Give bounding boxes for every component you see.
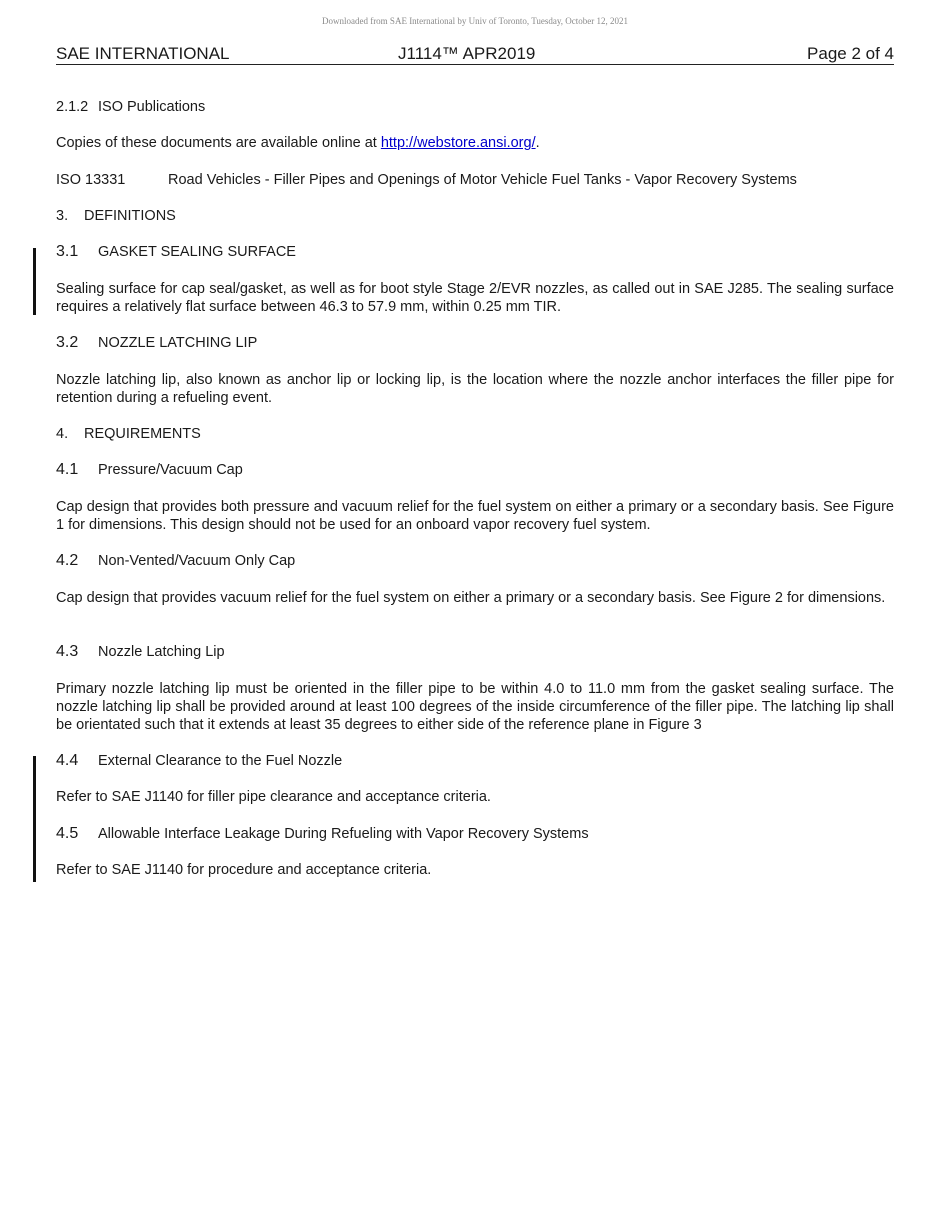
section-number: 4.3 xyxy=(56,643,79,660)
section-number: 3. xyxy=(56,208,69,224)
section-4-heading xyxy=(56,425,894,443)
section-3-heading xyxy=(56,207,894,225)
revision-change-bar xyxy=(33,756,36,882)
section-number: 2.1.2 xyxy=(56,99,89,115)
section-title: Allowable Interface Leakage During Refueling with Vapor Recovery Systems xyxy=(98,826,589,842)
section-4-1-heading xyxy=(56,461,894,479)
section-title: GASKET SEALING SURFACE xyxy=(98,244,296,260)
section-title: REQUIREMENTS xyxy=(84,426,201,442)
section-title: Nozzle Latching Lip xyxy=(98,644,225,660)
download-watermark: Downloaded from SAE International by Univ of Toronto, Tuesday, October 12, 2021 xyxy=(321,16,629,26)
section-title: External Clearance to the Fuel Nozzle xyxy=(98,753,343,769)
section-number: 4.2 xyxy=(56,552,79,569)
section-title: Pressure/Vacuum Cap xyxy=(98,462,243,478)
section-4-5-heading xyxy=(56,825,894,843)
section-4-2-body: Cap design that provides vacuum relief for the fuel system on either a primary or a secondary basis. See Figure 2 for dimensions. xyxy=(56,590,886,606)
section-3-1-heading xyxy=(56,243,894,261)
iso-title: Road Vehicles - Filler Pipes and Openings of Motor Vehicle Fuel Tanks - Vapor Recovery Systems xyxy=(168,172,797,188)
section-4-5-body: Refer to SAE J1140 for procedure and acceptance criteria. xyxy=(56,862,432,878)
section-title: ISO Publications xyxy=(98,99,206,115)
section-3-2-heading xyxy=(56,334,894,352)
page-header xyxy=(56,44,894,65)
copies-prefix: Copies of these documents are available online at xyxy=(56,135,381,151)
section-title: Non-Vented/Vacuum Only Cap xyxy=(98,553,296,569)
section-number: 4. xyxy=(56,426,69,442)
iso-code: ISO 13331 xyxy=(56,172,126,188)
section-2-1-2-heading xyxy=(56,98,894,116)
section-4-3-heading xyxy=(56,643,894,661)
section-number: 4.1 xyxy=(56,461,79,478)
header-page-number: Page 2 of 4 xyxy=(807,44,894,63)
iso-reference xyxy=(56,171,894,189)
section-4-3-body: Primary nozzle latching lip must be oriented in the filler pipe to be within 4.0 to 11.0 mm from the gasket sealing surface. The nozzle latching lip shall be provided around at least 100 degrees of the inside circumference of the filler pipe. The latching lip shall be orientated such that it extends at least 35 degrees to either side of the reference plane in Figure 3 xyxy=(56,681,894,733)
section-number: 4.4 xyxy=(56,752,79,769)
section-title: NOZZLE LATCHING LIP xyxy=(98,335,258,351)
copies-suffix: . xyxy=(535,135,540,151)
section-4-1-body: Cap design that provides both pressure and vacuum relief for the fuel system on either a primary or a secondary basis. See Figure 1 for dimensions. This design should not be used for an onboard vapor recovery fuel system. xyxy=(56,499,894,533)
section-4-2-heading xyxy=(56,552,894,570)
section-3-1-body: Sealing surface for cap seal/gasket, as well as for boot style Stage 2/EVR nozzles, as called out in SAE J285. The sealing surface requires a relatively flat surface between 46.3 to 57.9 mm, within 0.25 mm TIR. xyxy=(56,281,894,315)
revision-change-bar xyxy=(33,248,36,315)
ansi-webstore-link[interactable]: http://webstore.ansi.org/ xyxy=(380,135,536,151)
section-number: 3.1 xyxy=(56,243,79,260)
section-4-4-body: Refer to SAE J1140 for filler pipe clearance and acceptance criteria. xyxy=(56,789,491,805)
copies-availability-text xyxy=(56,134,894,152)
header-org: SAE INTERNATIONAL xyxy=(56,44,230,63)
section-4-4-heading xyxy=(56,752,894,770)
section-number: 3.2 xyxy=(56,334,79,351)
section-number: 4.5 xyxy=(56,825,79,842)
section-3-2-body: Nozzle latching lip, also known as anchor lip or locking lip, is the location where the nozzle anchor interfaces the filler pipe for retention during a refueling event. xyxy=(56,372,894,406)
section-title: DEFINITIONS xyxy=(84,208,176,224)
header-doc-id: J1114™ APR2019 xyxy=(398,44,536,63)
